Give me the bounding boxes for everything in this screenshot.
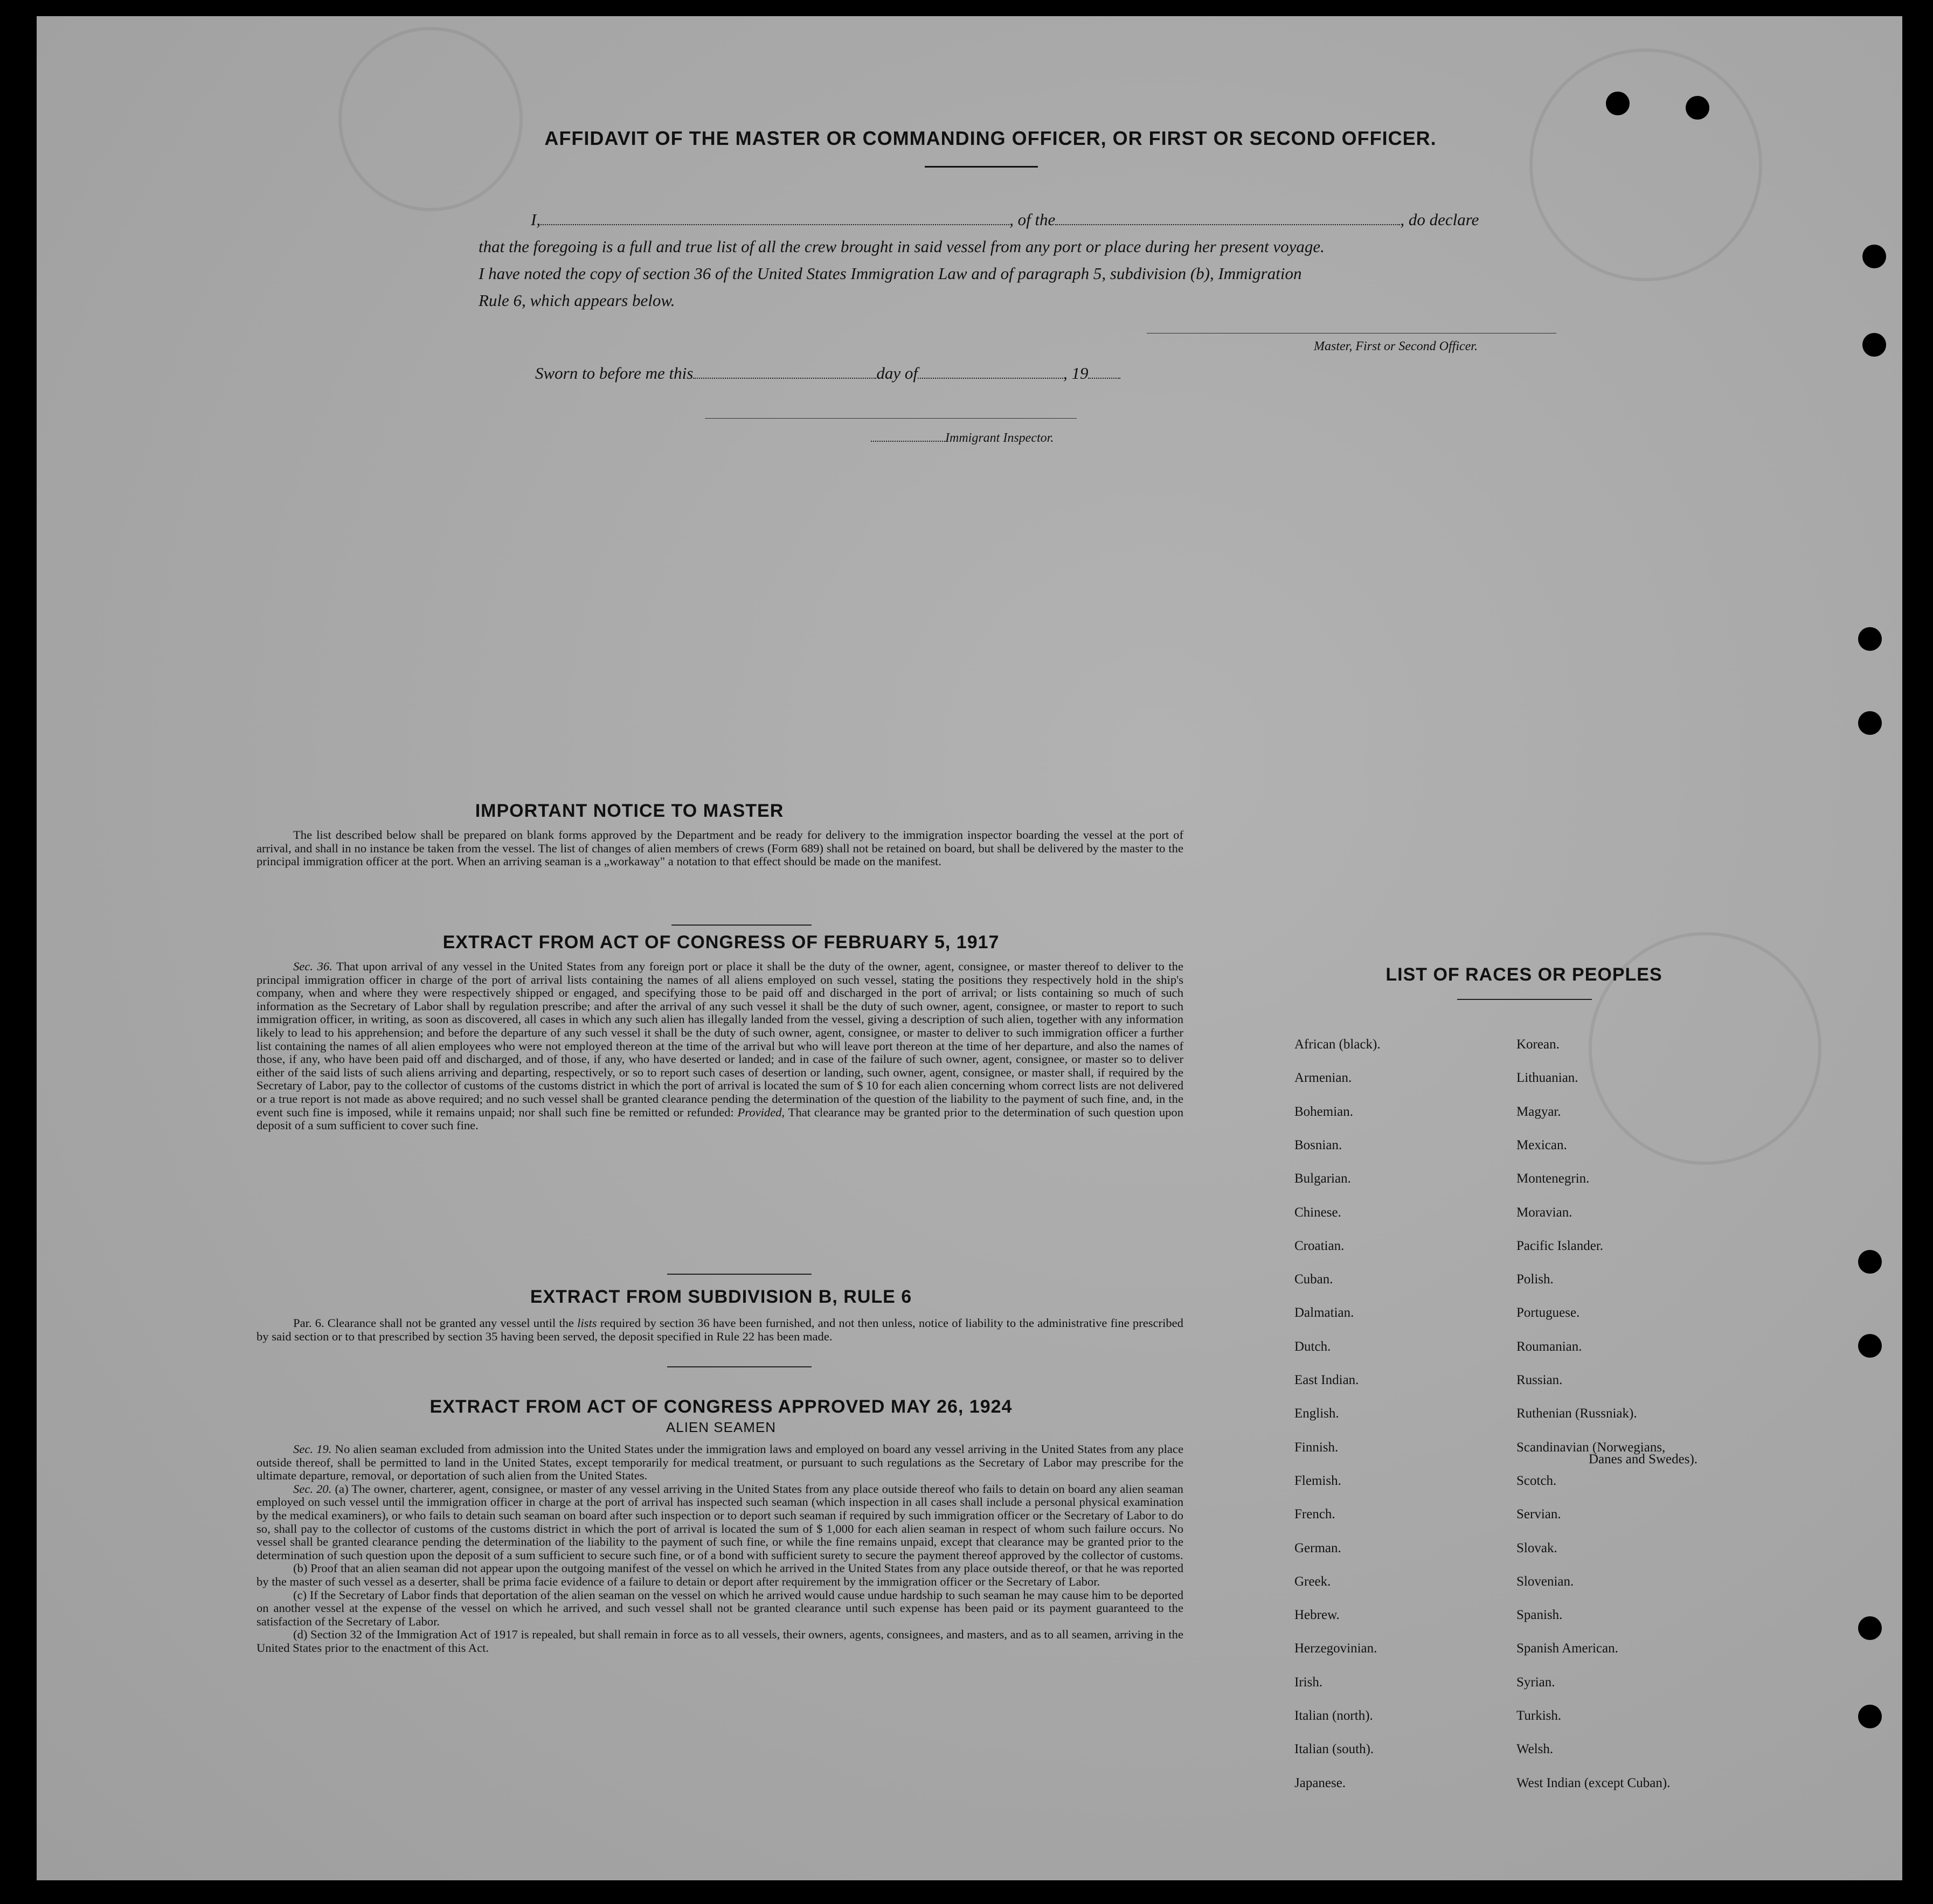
extract-1924-text: Sec. 19. No alien seaman excluded from admission into the United States under the immigration laws and employed on board any vessel arriving in the United States from any place outside thereof, shall be permitted to land in the United States, except temporarily for medical treatment, or pursuant to such regulations as the Secretary of Labor may prescribe for the ultimate departure, removal, or deportation of such alien from the United States. Sec. 20. (a) The owner, charterer, agent, consignee, or master of any vessel arriving in the United States from any place outside thereof who fails to detain on board any alien seaman employed on such vessel until the immigration officer in charge at the port of arrival has inspected such seaman (which inspection in all cases shall include a personal physical examination by the medical examiners), or who fails to detain such seaman on board after such inspection or to deport such seaman if required by such immigration officer or the Secretary of Labor to do so, shall pay to the collector of customs of the customs district in which the port of arrival is located the sum of $ 1,000 for each alien seaman in respect of whom such failure occurs. No vessel shall be granted clearance pending the determination of the liability to the payment of such fine, or while the fine remains unpaid, except that clearance may be granted prior to the determination of such question upon the deposit of a sum sufficient to secure such fine, or of a bond with sufficient surety to secure the payment thereof approved by the collector of customs. (b) Proof that an alien seaman did not appear upon the outgoing manifest of the vessel on which he arrived in the United States from any place outside thereof, or that he was reported by the master of such vessel as a deserter, shall be prima facie evidence of a failure to detain or deport after requirement by the immigration officer or the Secretary of Labor. (c) If the Secretary of Labor finds that deportation of the alien seaman on the vessel on which he arrived would cause undue hardship to such seaman he may cause him to be deported on another vessel at the expense of the vessel on which he arrived, and such vessel shall not be granted clearance until such expense has been paid or its payment guaranteed to the satisfaction of the Secretary of Labor. (d) Section 32 of the Immigration Act of 1917 is repealed, but shall remain in force as to all vessels, their owners, agents, consignees, and masters, and as to all seamen, arriving in the United States prior to the enactment of this Act. <box>257 1442 1183 1655</box>
affidavit-line-3: I have noted the copy of section 36 of the United States Immigration Law and of paragraph 5, subdivision (b), Immigration <box>479 264 1302 283</box>
section-divider <box>667 1274 812 1275</box>
punch-hole <box>1686 96 1709 120</box>
race-item: Montenegrin. <box>1516 1171 1590 1186</box>
affidavit-line-1: I, , of the , do declare <box>531 210 1479 229</box>
race-item: African (black). <box>1294 1037 1381 1052</box>
punch-hole <box>1858 1705 1882 1728</box>
blank-month[interactable] <box>918 377 1063 379</box>
blank-name[interactable] <box>541 224 1009 225</box>
punch-hole <box>1858 1250 1882 1274</box>
race-item: Spanish. <box>1516 1608 1563 1623</box>
extract-1917-text: Sec. 36. That upon arrival of any vessel in the United States from any foreign port or place it shall be the duty of the owner, agent, consignee, or master thereof to deliver to the principal immigration officer in charge of the port of arrival lists containing the names of all aliens employed on such vessel, stating the positions they respectively hold in the ship's company, when and where they were respectively shipped or engaged, and specifying those to be paid off and discharged in the port of arrival; or lists containing so much of such information as the Secretary of Labor shall by regulation prescribe; and after the arrival of any such vessel it shall be the duty of such owner, agent, consignee, or master to report to such immigration officer, in writing, as soon as discovered, all cases in which any such alien has illegally landed from the vessel, giving a description of such alien, together with any information likely to lead to his apprehension; and before the departure of any such vessel it shall be the duty of such owner, agent, consignee, or master to deliver to such immigration officer a further list containing the names of all alien employees who were not employed thereon at the time of the arrival but who will leave port thereon at the time of her departure, and also the names of those, if any, who have been paid off and discharged, and of those, if any, who have deserted or landed; and in case of the failure of such owner, agent, consignee, or master so to deliver either of the said lists of such aliens arriving and departing, respectively, or so to report such cases of desertion or landing, such owner, agent, consignee, or master shall, if required by the Secretary of Labor, pay to the collector of customs of the customs district in which the port of arrival is located the sum of $ 10 for each alien concerning whom correct lists are not delivered or a true report is not made as above required; and no such vessel shall be granted clearance pending the determination of the question of the liability to the payment of such fine, and, in the event such fine is imposed, while it remains unpaid; nor shall such fine be remitted or refunded: Provided, That clearance may be granted prior to the determination of such question upon deposit of a sum sufficient to cover such fine. <box>257 960 1184 1132</box>
races-heading-rule <box>1457 999 1592 1000</box>
race-item: Polish. <box>1516 1272 1554 1287</box>
faint-stamp <box>1529 48 1762 281</box>
races-heading: LIST OF RACES OR PEOPLES <box>1385 964 1662 985</box>
race-item: Croatian. <box>1294 1238 1345 1253</box>
race-item: Finnish. <box>1294 1440 1339 1455</box>
punch-hole <box>1858 1616 1882 1640</box>
race-item: Herzegovinian. <box>1294 1641 1377 1656</box>
race-item: Italian (south). <box>1294 1742 1374 1757</box>
race-item: Welsh. <box>1516 1742 1554 1757</box>
punch-hole <box>1606 92 1630 115</box>
race-item: Ruthenian (Russniak). <box>1516 1406 1637 1421</box>
race-item: Flemish. <box>1294 1473 1341 1488</box>
race-item: Syrian. <box>1516 1674 1555 1690</box>
extract-1924-heading: EXTRACT FROM ACT OF CONGRESS APPROVED MAY 26, 1924 <box>429 1396 1013 1417</box>
affidavit-heading: AFFIDAVIT OF THE MASTER OR COMMANDING OFFICER, OR FIRST OR SECOND OFFICER. <box>544 127 1437 149</box>
race-item: Bosnian. <box>1294 1137 1342 1152</box>
punch-hole <box>1862 333 1886 357</box>
race-item: Pacific Islander. <box>1516 1238 1604 1253</box>
race-item: Spanish American. <box>1516 1641 1618 1656</box>
race-item: Mexican. <box>1516 1137 1567 1152</box>
punch-hole <box>1858 711 1882 735</box>
race-item: Greek. <box>1294 1574 1331 1589</box>
notice-text: The list described below shall be prepared on blank forms approved by the Department and be ready for delivery to the immigration inspector boarding the vessel at the port of arrival, and shall in no instance be taken from the vessel. The list of changes of alien members of crews (Form 689) shall not be retained on board, but shall be delivered by the master to the principal immigration officer at the port. When an arriving seaman is a „workaway" a notation to that effect should be made on the manifest. <box>257 828 1183 868</box>
rule6-text: Par. 6. Clearance shall not be granted any vessel until the lists required by section 36 have been furnished, and not then unless, notice of liability to the administrative fine prescribed by said section or to that prescribed by section 35 having been served, the deposit specified in Rule 22 has been made. <box>257 1316 1183 1343</box>
race-item: Irish. <box>1294 1674 1323 1690</box>
race-item: Danes and Swedes). <box>1589 1452 1698 1467</box>
race-item: Hebrew. <box>1294 1608 1340 1623</box>
race-item: Servian. <box>1516 1507 1561 1522</box>
blank-year[interactable] <box>1088 377 1120 379</box>
race-item: Portuguese. <box>1516 1305 1580 1321</box>
race-item: Roumanian. <box>1516 1339 1582 1354</box>
inspector-signature-label: Immigrant Inspector. <box>871 431 1054 446</box>
race-item: East Indian. <box>1294 1373 1359 1387</box>
extract-1917-heading: EXTRACT FROM ACT OF CONGRESS OF FEBRUARY 5, 1917 <box>442 932 1000 953</box>
affidavit-line-4: Rule 6, which appears below. <box>479 291 675 310</box>
race-item: Lithuanian. <box>1516 1071 1578 1086</box>
race-item: Magyar. <box>1516 1104 1561 1119</box>
notice-heading: IMPORTANT NOTICE TO MASTER <box>475 801 784 821</box>
race-item: Russian. <box>1516 1373 1563 1387</box>
master-signature-label: Master, First or Second Officer. <box>1314 339 1478 353</box>
punch-hole <box>1858 1334 1882 1358</box>
section-divider <box>671 925 812 926</box>
race-item: Bulgarian. <box>1294 1171 1351 1186</box>
race-item: Chinese. <box>1294 1205 1341 1220</box>
race-item: Scotch. <box>1516 1473 1557 1488</box>
punch-hole <box>1858 627 1882 651</box>
race-item: Japanese. <box>1294 1775 1346 1790</box>
faint-stamp <box>338 27 523 211</box>
race-item: Dutch. <box>1294 1339 1331 1354</box>
race-item: Moravian. <box>1516 1205 1572 1220</box>
race-item: Armenian. <box>1294 1071 1352 1086</box>
blank-day[interactable] <box>693 377 876 379</box>
race-item: Slovak. <box>1516 1540 1557 1555</box>
race-item: Scandinavian (Norwegians, <box>1516 1440 1666 1455</box>
race-item: Turkish. <box>1516 1708 1562 1723</box>
sworn-line: Sworn to before me this day of , 19 <box>535 364 1120 383</box>
section-divider <box>667 1366 812 1367</box>
race-item: Slovenian. <box>1516 1574 1574 1589</box>
race-item: English. <box>1294 1406 1339 1421</box>
race-item: French. <box>1294 1507 1335 1522</box>
heading-rule <box>925 166 1038 168</box>
race-item: Italian (north). <box>1294 1708 1373 1723</box>
rule6-heading: EXTRACT FROM SUBDIVISION B, RULE 6 <box>530 1287 912 1307</box>
extract-1924-subheading: ALIEN SEAMEN <box>666 1419 777 1435</box>
affidavit-line-2: that the foregoing is a full and true list of all the crew brought in said vessel from any port or place during her present voyage. <box>479 237 1325 256</box>
race-item: Korean. <box>1516 1037 1560 1052</box>
race-item: Cuban. <box>1294 1272 1333 1287</box>
race-item: Bohemian. <box>1294 1104 1354 1119</box>
punch-hole <box>1862 245 1886 268</box>
blank-vessel[interactable] <box>1055 224 1400 225</box>
document-page <box>37 16 1902 1880</box>
inspector-signature-line[interactable] <box>705 418 1077 419</box>
race-item: Dalmatian. <box>1294 1305 1354 1321</box>
race-item: West Indian (except Cuban). <box>1516 1775 1671 1790</box>
race-item: German. <box>1294 1540 1341 1555</box>
